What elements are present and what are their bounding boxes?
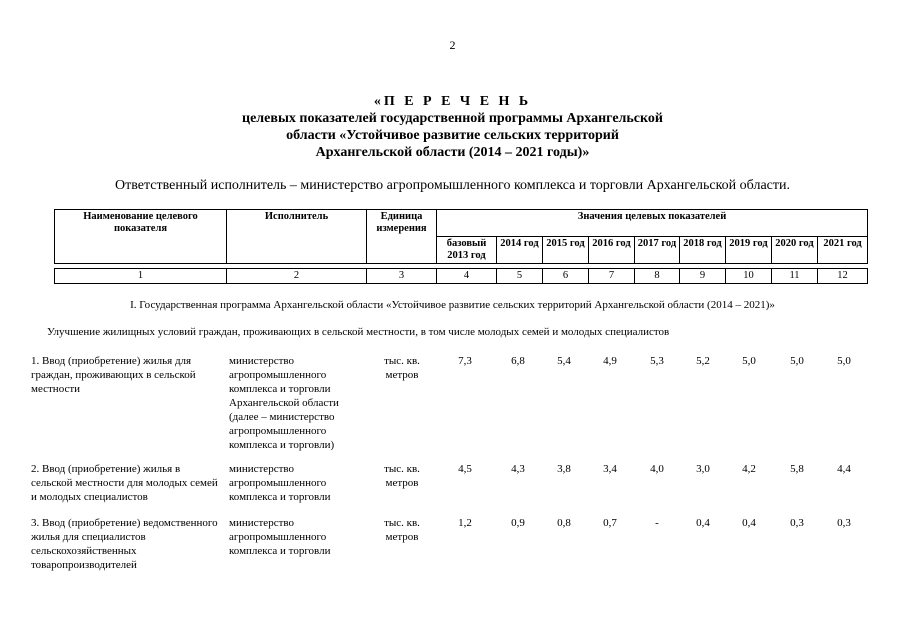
column-number: 7 — [589, 269, 635, 284]
row-value: 5,0 — [790, 355, 804, 367]
row-value: 5,2 — [696, 355, 710, 367]
row-value: 0,7 — [603, 517, 617, 529]
column-number: 2 — [227, 269, 367, 284]
header-values: Значения целевых показателей — [437, 210, 868, 237]
column-number: 8 — [635, 269, 680, 284]
row-value: 0,9 — [511, 517, 525, 529]
row-executor: министерство агропромышленного комплекса и торговли Архангельской области (далее – министерство агропромышленного комплекса и торговли) — [229, 355, 339, 451]
row-value: 4,9 — [603, 355, 617, 367]
row-unit: тыс. кв. метров — [384, 517, 420, 543]
title-line-3: области «Устойчивое развитие сельских территорий — [286, 128, 619, 143]
row-value: 3,0 — [696, 463, 710, 475]
column-number: 12 — [818, 269, 868, 284]
row-unit: тыс. кв. метров — [384, 463, 420, 489]
row-indicator-name: 2. Ввод (приобретение) жилья в сельской местности для молодых семей и молодых специалистов — [31, 463, 218, 503]
header-year: базовый 2013 год — [437, 237, 497, 264]
header-year: 2015 год — [543, 237, 589, 264]
row-value: 6,8 — [511, 355, 525, 367]
row-value: 5,3 — [650, 355, 664, 367]
title-line-1: «П Е Р Е Ч Е Н Ь — [373, 94, 532, 109]
row-indicator-name: 1. Ввод (приобретение) жилья для граждан, проживающих в сельской местности — [31, 355, 196, 395]
row-unit: тыс. кв. метров — [384, 355, 420, 381]
section-title: I. Государственная программа Архангельской области «Устойчивое развитие сельских территорий Архангельской области (2014 – 2021)» — [130, 299, 775, 311]
header-year: 2017 год — [635, 237, 680, 264]
header-year: 2018 год — [680, 237, 726, 264]
column-number: 9 — [680, 269, 726, 284]
row-value: 7,3 — [458, 355, 472, 367]
row-value: 5,0 — [837, 355, 851, 367]
responsible-executor: Ответственный исполнитель – министерство агропромышленного комплекса и торговли Архангельской области. — [115, 178, 790, 193]
row-indicator-name: 3. Ввод (приобретение) ведомственного жилья для специалистов сельскохозяйственных товаропроизводителей — [31, 517, 218, 571]
row-value: 0,4 — [742, 517, 756, 529]
header-indicator-name: Наименование целевого показателя — [55, 210, 227, 264]
row-value: 3,4 — [603, 463, 617, 475]
column-number: 1 — [55, 269, 227, 284]
row-value: 0,4 — [696, 517, 710, 529]
row-value: 0,8 — [557, 517, 571, 529]
header-year: 2014 год — [497, 237, 543, 264]
indicators-table-header — [54, 209, 868, 284]
column-number: 6 — [543, 269, 589, 284]
document-title — [0, 93, 905, 161]
page-number: 2 — [449, 38, 456, 52]
row-value: - — [655, 517, 659, 529]
row-value: 1,2 — [458, 517, 472, 529]
header-year: 2016 год — [589, 237, 635, 264]
row-value: 4,5 — [458, 463, 472, 475]
row-value: 4,3 — [511, 463, 525, 475]
row-value: 0,3 — [790, 517, 804, 529]
row-value: 4,2 — [742, 463, 756, 475]
subsection-title: Улучшение жилищных условий граждан, проживающих в сельской местности, в том числе молодых семей и молодых специалистов — [47, 326, 670, 338]
column-number: 5 — [497, 269, 543, 284]
title-line-4: Архангельской области (2014 – 2021 годы)» — [315, 145, 590, 160]
row-value: 3,8 — [557, 463, 571, 475]
header-year: 2021 год — [818, 237, 868, 264]
header-unit: Единица измерения — [367, 210, 437, 264]
row-value: 4,0 — [650, 463, 664, 475]
column-number: 3 — [367, 269, 437, 284]
row-value: 5,8 — [790, 463, 804, 475]
header-year: 2019 год — [726, 237, 772, 264]
column-number: 10 — [726, 269, 772, 284]
row-value: 4,4 — [837, 463, 851, 475]
header-year: 2020 год — [772, 237, 818, 264]
column-number: 4 — [437, 269, 497, 284]
column-number: 11 — [772, 269, 818, 284]
row-value: 5,4 — [557, 355, 571, 367]
title-line-2: целевых показателей государственной программы Архангельской — [242, 111, 663, 126]
header-executor: Исполнитель — [227, 210, 367, 264]
row-executor: министерство агропромышленного комплекса и торговли — [229, 517, 331, 557]
row-value: 5,0 — [742, 355, 756, 367]
row-value: 0,3 — [837, 517, 851, 529]
row-executor: министерство агропромышленного комплекса и торговли — [229, 463, 331, 503]
